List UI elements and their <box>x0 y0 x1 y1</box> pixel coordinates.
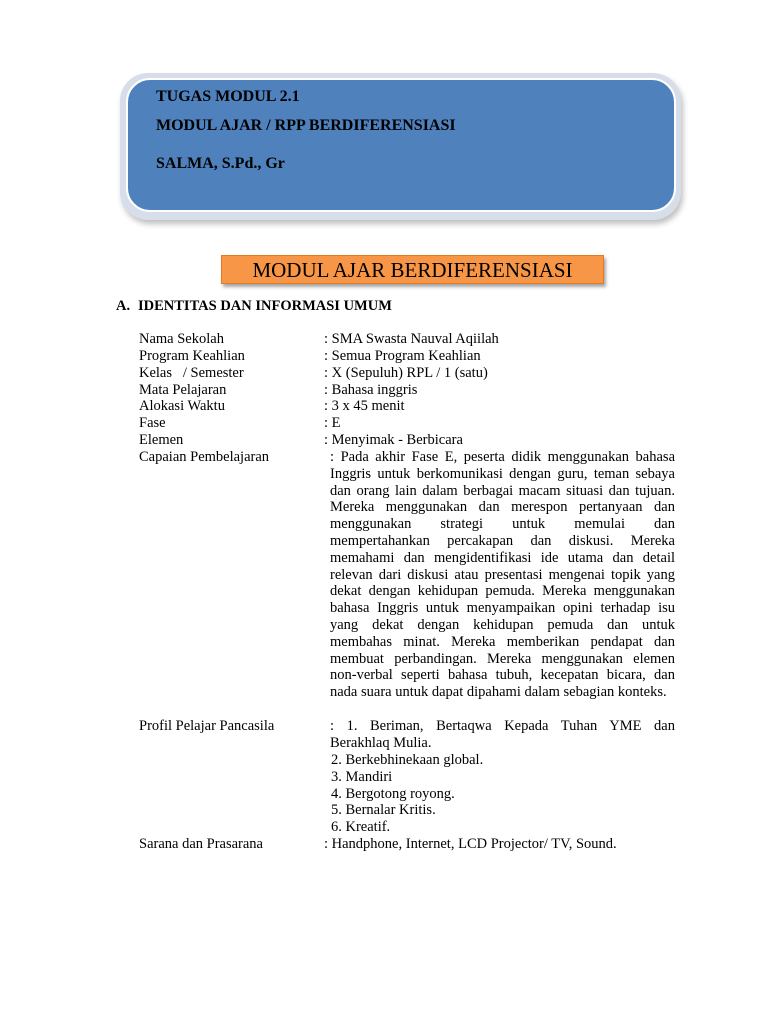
field-label: Kelas / Semester <box>139 365 244 381</box>
document-title-box <box>221 255 604 284</box>
profil-item: 3. Mandiri <box>331 769 393 785</box>
field-label: Fase <box>139 415 166 431</box>
header-line-assignment: TUGAS MODUL 2.1 <box>156 88 300 105</box>
field-label: Mata Pelajaran <box>139 382 227 398</box>
field-value: : Semua Program Keahlian <box>324 348 481 364</box>
header-line-author: SALMA, S.Pd., Gr <box>156 155 285 172</box>
field-value: : E <box>324 415 341 431</box>
field-label: Program Keahlian <box>139 348 245 364</box>
field-value: : Menyimak - Berbicara <box>324 432 463 448</box>
capaian-text: : Pada akhir Fase E, peserta didik menggunakan bahasa Inggris untuk berkomunikasi dengan guru, teman sebaya dan orang lain dalam berbagai macam situasi dan tujuan. Mereka menggunakan dan merespon pertanyaan dan menggunakan strategi untuk memulai dan mempertahankan percakapan dan diskusi. Mereka memahami dan mengidentifikasi ide utama dan detail relevan dari diskusi atau presentasi mengenai topik yang dekat dengan kehidupan pemuda. Mereka menggunakan bahasa Inggris untuk menyampaikan opini terhadap isu yang dekat dengan kehidupan pemuda dan untuk membahas minat. Mereka memberikan pendapat dan membuat perbandingan. Mereka menggunakan elemen non-verbal seperti bahasa tubuh, kecepatan bicara, dan nada suara untuk dapat dipahami dalam sebagian konteks. <box>330 449 675 701</box>
field-value: : X (Sepuluh) RPL / 1 (satu) <box>324 365 488 381</box>
field-value: : Bahasa inggris <box>324 382 418 398</box>
field-value: : SMA Swasta Nauval Aqiilah <box>324 331 499 347</box>
field-value: : 3 x 45 menit <box>324 398 405 414</box>
header-line-module: MODUL AJAR / RPP BERDIFERENSIASI <box>156 117 456 134</box>
profil-label: Profil Pelajar Pancasila <box>139 718 275 734</box>
section-heading-text: IDENTITAS DAN INFORMASI UMUM <box>138 298 392 314</box>
profil-item: 5. Bernalar Kritis. <box>331 802 436 818</box>
section-heading <box>116 298 392 315</box>
profil-item-first: : 1. Beriman, Bertaqwa Kepada Tuhan YME dan Berakhlaq Mulia. <box>330 718 675 751</box>
profil-item: 2. Berkebhinekaan global. <box>331 752 484 768</box>
capaian-label: Capaian Pembelajaran <box>139 449 270 465</box>
field-label: Elemen <box>139 432 184 448</box>
field-label: Alokasi Waktu <box>139 398 225 414</box>
sarana-label: Sarana dan Prasarana <box>139 836 263 852</box>
section-number: A. <box>116 298 131 314</box>
profil-item: 4. Bergotong royong. <box>331 786 455 802</box>
sarana-value: : Handphone, Internet, LCD Projector/ TV, Sound. <box>324 836 617 852</box>
field-label: Nama Sekolah <box>139 331 224 347</box>
document-title: MODUL AJAR BERDIFERENSIASI <box>252 258 573 282</box>
profil-item: 6. Kreatif. <box>331 819 391 835</box>
